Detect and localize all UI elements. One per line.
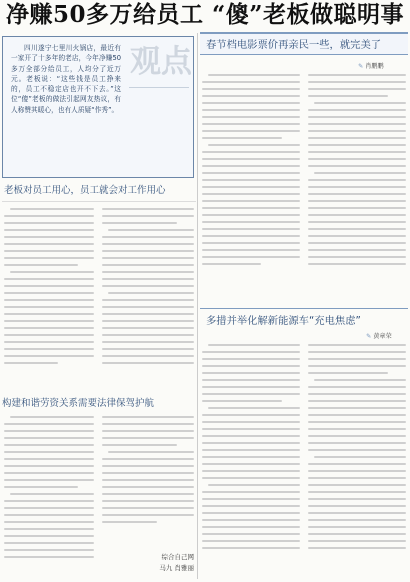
text-line-placeholder (202, 456, 300, 458)
text-line-placeholder (4, 257, 94, 259)
text-line-placeholder (308, 88, 406, 90)
text-line-placeholder (4, 278, 94, 280)
text-line-placeholder (4, 327, 94, 329)
text-line-placeholder (202, 449, 300, 451)
text-line-placeholder (4, 320, 94, 322)
text-line-placeholder (308, 109, 406, 111)
text-line-placeholder (102, 486, 194, 488)
text-line-placeholder (4, 423, 94, 425)
text-line-placeholder (4, 479, 94, 481)
text-line-placeholder (308, 130, 406, 132)
text-line-placeholder (308, 365, 406, 367)
text-line-placeholder (202, 242, 300, 244)
text-line-placeholder (308, 505, 406, 507)
text-line-placeholder (4, 264, 78, 266)
text-line-placeholder (202, 379, 300, 381)
text-line-placeholder (308, 81, 406, 83)
text-line-placeholder (202, 512, 300, 514)
text-line-placeholder (314, 379, 406, 381)
pen-icon: ✎ (366, 333, 372, 340)
article-2-header (200, 308, 408, 327)
text-line-placeholder (10, 208, 94, 210)
text-line-placeholder (202, 372, 300, 374)
text-line-placeholder (4, 556, 94, 558)
text-line-placeholder (308, 512, 406, 514)
text-line-placeholder (308, 116, 406, 118)
text-line-placeholder (308, 372, 388, 374)
text-line-placeholder (102, 299, 194, 301)
text-line-placeholder (202, 477, 300, 479)
text-line-placeholder (102, 257, 194, 259)
text-line-placeholder (308, 533, 406, 535)
text-line-placeholder (202, 351, 300, 353)
subhead-1-rule (2, 201, 196, 202)
text-line-placeholder (102, 215, 194, 217)
text-line-placeholder (202, 358, 300, 360)
text-line-placeholder (202, 214, 300, 216)
text-line-placeholder (308, 491, 406, 493)
text-line-placeholder (308, 421, 406, 423)
left-body-3 (4, 416, 94, 580)
text-line-placeholder (102, 416, 194, 418)
text-line-placeholder (202, 540, 300, 542)
text-line-placeholder (208, 407, 300, 409)
text-line-placeholder (308, 498, 406, 500)
text-line-placeholder (102, 306, 194, 308)
text-line-placeholder (202, 179, 300, 181)
text-line-placeholder (4, 507, 94, 509)
text-line-placeholder (4, 285, 94, 287)
text-line-placeholder (202, 414, 300, 416)
lead-text: 四川遂宁七里川火锅店，最近有一家开了十多年的老店，今年净赚50多万全部分给员工，人均分了近万元。老板说：“这些钱是员工挣来的，员工不稳定店也开不下去。”这位“傻”老板的做法引起网友热议，有人称赞其暖心，也有人质疑“作秀”。 (11, 44, 121, 114)
text-line-placeholder (102, 341, 194, 343)
text-line-placeholder (202, 519, 300, 521)
text-line-placeholder (208, 144, 300, 146)
text-line-placeholder (102, 208, 194, 210)
text-line-placeholder (308, 428, 406, 430)
text-line-placeholder (108, 451, 194, 453)
text-line-placeholder (4, 229, 94, 231)
text-line-placeholder (4, 306, 94, 308)
text-line-placeholder (4, 243, 94, 245)
article-1-author-name: 肖鹏鹏 (365, 63, 384, 70)
text-line-placeholder (4, 458, 94, 460)
text-line-placeholder (4, 215, 94, 217)
subhead-1: 老板对员工用心，员工就会对工作用心 (4, 185, 166, 196)
column-label: 观点 (130, 44, 192, 80)
text-line-placeholder (4, 222, 94, 224)
text-line-placeholder (308, 519, 406, 521)
text-line-placeholder (102, 355, 194, 357)
text-line-placeholder (102, 271, 194, 273)
text-line-placeholder (202, 256, 300, 258)
subhead-2: 构建和谐劳资关系需要法律保驾护航 (2, 398, 155, 409)
text-line-placeholder (108, 229, 194, 231)
text-line-placeholder (308, 463, 406, 465)
text-line-placeholder (308, 435, 406, 437)
text-line-placeholder (202, 235, 300, 237)
text-line-placeholder (4, 486, 78, 488)
text-line-placeholder (202, 393, 300, 395)
text-line-placeholder (308, 186, 406, 188)
text-line-placeholder (4, 313, 94, 315)
text-line-placeholder (308, 351, 406, 353)
text-line-placeholder (4, 341, 94, 343)
text-line-placeholder (308, 179, 406, 181)
text-line-placeholder (308, 74, 406, 76)
byline (110, 552, 194, 572)
text-line-placeholder (308, 407, 406, 409)
text-line-placeholder (308, 200, 406, 202)
text-line-placeholder (4, 334, 94, 336)
text-line-placeholder (102, 514, 194, 516)
text-line-placeholder (308, 547, 406, 549)
text-line-placeholder (202, 547, 300, 549)
text-line-placeholder (308, 158, 406, 160)
text-line-placeholder (102, 250, 194, 252)
text-line-placeholder (308, 95, 388, 97)
text-line-placeholder (308, 144, 406, 146)
text-line-placeholder (202, 172, 300, 174)
text-line-placeholder (202, 386, 300, 388)
text-line-placeholder (10, 416, 94, 418)
text-line-placeholder (4, 535, 94, 537)
decorative-line (129, 87, 189, 88)
text-line-placeholder (202, 109, 300, 111)
text-line-placeholder (202, 365, 300, 367)
text-line-placeholder (202, 421, 300, 423)
text-line-placeholder (4, 430, 94, 432)
text-line-placeholder (308, 235, 406, 237)
text-line-placeholder (4, 362, 58, 364)
text-line-placeholder (4, 465, 94, 467)
text-line-placeholder (208, 484, 300, 486)
text-line-placeholder (314, 102, 406, 104)
text-line-placeholder (308, 207, 406, 209)
text-line-placeholder (4, 444, 94, 446)
text-line-placeholder (4, 437, 94, 439)
text-line-placeholder (202, 428, 300, 430)
text-line-placeholder (10, 493, 94, 495)
text-line-placeholder (4, 528, 94, 530)
text-line-placeholder (308, 263, 406, 265)
text-line-placeholder (308, 477, 406, 479)
text-line-placeholder (202, 442, 300, 444)
text-line-placeholder (102, 327, 194, 329)
text-line-placeholder (202, 81, 300, 83)
article-2-body-left (202, 344, 300, 578)
left-body-4 (102, 416, 194, 544)
text-line-placeholder (202, 123, 300, 125)
text-line-placeholder (102, 348, 194, 350)
text-line-placeholder (202, 200, 300, 202)
text-line-placeholder (102, 278, 194, 280)
text-line-placeholder (202, 228, 300, 230)
text-line-placeholder (202, 498, 300, 500)
text-line-placeholder (4, 236, 94, 238)
article-2-body-right (308, 344, 406, 578)
text-line-placeholder (202, 526, 300, 528)
text-line-placeholder (102, 521, 157, 523)
text-line-placeholder (108, 292, 194, 294)
text-line-placeholder (10, 271, 94, 273)
text-line-placeholder (314, 172, 406, 174)
text-line-placeholder (202, 95, 300, 97)
text-line-placeholder (102, 243, 194, 245)
text-line-placeholder (308, 123, 406, 125)
text-line-placeholder (308, 228, 406, 230)
text-line-placeholder (208, 74, 300, 76)
article-2-author (366, 331, 392, 340)
text-line-placeholder (308, 249, 406, 251)
text-line-placeholder (202, 193, 300, 195)
text-line-placeholder (202, 151, 300, 153)
text-line-placeholder (202, 130, 300, 132)
article-2-title: 多措并举化解新能源车“充电焦虑” (206, 315, 361, 327)
text-line-placeholder (202, 137, 282, 139)
article-1-title: 春节档电影票价再亲民一些，就完美了 (206, 39, 382, 51)
text-line-placeholder (4, 500, 94, 502)
text-line-placeholder (102, 236, 194, 238)
text-line-placeholder (202, 533, 300, 535)
text-line-placeholder (308, 221, 406, 223)
text-line-placeholder (202, 116, 300, 118)
text-line-placeholder (308, 400, 406, 402)
text-line-placeholder (308, 449, 406, 451)
text-line-placeholder (308, 526, 406, 528)
text-line-placeholder (102, 493, 194, 495)
text-line-placeholder (202, 491, 300, 493)
text-line-placeholder (102, 222, 177, 224)
article-1-header (200, 32, 408, 55)
byline-label: 综合自己网 (161, 553, 194, 561)
article-2-author-name: 黄章荣 (373, 333, 392, 340)
text-line-placeholder (102, 500, 194, 502)
left-column (2, 32, 196, 580)
text-line-placeholder (102, 362, 194, 364)
text-line-placeholder (4, 549, 94, 551)
text-line-placeholder (102, 285, 194, 287)
text-line-placeholder (4, 542, 94, 544)
text-line-placeholder (308, 540, 406, 542)
text-line-placeholder (308, 214, 406, 216)
text-line-placeholder (202, 435, 300, 437)
text-line-placeholder (202, 165, 300, 167)
text-line-placeholder (102, 465, 194, 467)
text-line-placeholder (4, 348, 94, 350)
text-line-placeholder (308, 137, 406, 139)
pen-icon: ✎ (358, 63, 364, 70)
text-line-placeholder (308, 393, 406, 395)
text-line-placeholder (202, 221, 300, 223)
text-line-placeholder (308, 470, 406, 472)
text-line-placeholder (4, 299, 94, 301)
text-line-placeholder (4, 292, 94, 294)
text-line-placeholder (4, 451, 94, 453)
text-line-placeholder (308, 414, 406, 416)
text-line-placeholder (102, 264, 194, 266)
left-body-1 (4, 208, 94, 392)
text-line-placeholder (202, 470, 300, 472)
text-line-placeholder (202, 186, 300, 188)
text-line-placeholder (202, 88, 300, 90)
text-line-placeholder (202, 505, 300, 507)
text-line-placeholder (308, 193, 406, 195)
text-line-placeholder (102, 479, 194, 481)
text-line-placeholder (202, 263, 261, 265)
text-line-placeholder (308, 358, 406, 360)
article-1-author (358, 61, 384, 70)
text-line-placeholder (102, 423, 194, 425)
text-line-placeholder (202, 249, 300, 251)
text-line-placeholder (202, 463, 300, 465)
text-line-placeholder (208, 344, 300, 346)
text-line-placeholder (102, 437, 194, 439)
text-line-placeholder (308, 484, 406, 486)
text-line-placeholder (308, 165, 406, 167)
text-line-placeholder (102, 458, 194, 460)
text-line-placeholder (4, 521, 94, 523)
text-line-placeholder (202, 400, 282, 402)
text-line-placeholder (314, 456, 406, 458)
text-line-placeholder (102, 313, 194, 315)
byline-name: 马九 肖雅丽 (159, 564, 194, 572)
left-body-2 (102, 208, 194, 392)
text-line-placeholder (308, 242, 406, 244)
right-column (200, 32, 408, 580)
page-headline: 净赚50多万给员工 “傻”老板做聪明事 (6, 1, 404, 28)
text-line-placeholder (308, 344, 406, 346)
text-line-placeholder (4, 472, 94, 474)
lead-box (2, 36, 194, 178)
text-line-placeholder (102, 430, 194, 432)
text-line-placeholder (4, 250, 94, 252)
text-line-placeholder (308, 151, 406, 153)
text-line-placeholder (102, 444, 177, 446)
text-line-placeholder (202, 102, 300, 104)
text-line-placeholder (308, 386, 406, 388)
text-line-placeholder (308, 442, 406, 444)
text-line-placeholder (202, 158, 300, 160)
column-divider (197, 33, 198, 579)
text-line-placeholder (202, 207, 300, 209)
text-line-placeholder (102, 334, 194, 336)
text-line-placeholder (102, 472, 194, 474)
text-line-placeholder (4, 355, 94, 357)
article-1-body-right (308, 74, 406, 298)
text-line-placeholder (102, 320, 194, 322)
text-line-placeholder (102, 507, 194, 509)
article-1-body-left (202, 74, 300, 298)
text-line-placeholder (4, 514, 94, 516)
text-line-placeholder (308, 256, 406, 258)
